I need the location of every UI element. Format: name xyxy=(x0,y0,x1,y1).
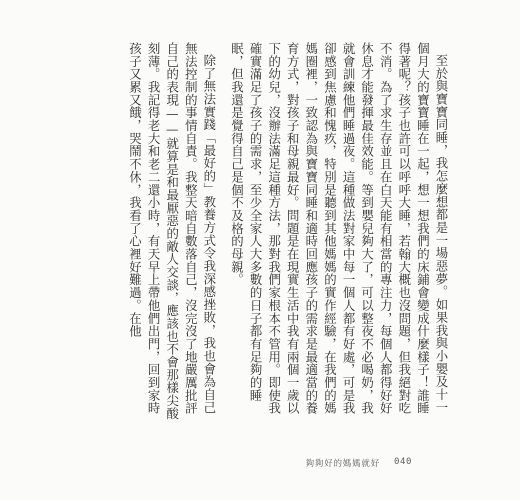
page-footer xyxy=(0,457,520,477)
paragraph-2: 除了無法實踐「最好的」教養方式令我深感挫敗，我也會為自己無法控制的事情自責。我整天暗自數落自己，沒完沒了地嚴厲批評自己的表現——就算是和最厭惡的敵人交談，應該也不會那樣尖酸刻薄。我記得老大和老二還小時，有天早上帶他們出門，回到家時孩子又累又餓，哭鬧不休，我看了心裡好難過。在他 xyxy=(127,42,217,420)
running-title: 夠夠好的媽媽就好 xyxy=(305,459,380,469)
paragraph-1: 至於與寶寶同睡，我怎麼想都是一場惡夢。如果我與小嬰及十一個月大的寶寶睡在一起，想一想我們的床鋪會變成什麼樣子！誰睡得著呢？孩子也許可以呼呼大睡，若翰大概也沒問題，但我絕對吃不消。為了求生存並且在白天能有相當的專注力，每個人都得好好休息才能發揮最佳效能。等到嬰兒夠大了，可以整夜不必喝奶，我就會訓練他們睡過夜。這種做法對家中每一個人都有好處，可是我卻感到焦慮和愧疚，特別是聽到其他媽媽的實作經驗，在我們的媽媽圈裡，一致認為與寶寶同睡和適時回應孩子的需求是最適當的養育方式，對孩子和母親最好。問題是在現實生活中我有兩個一歲以下的幼兒，沒辦法滿足這種方法，那對我們家根本不管用。即使我確實滿足了孩子的需求，至少全家人大多數的日子都有足夠的睡眠，但我還是覺得自己是個不及格的母親。 xyxy=(229,42,449,415)
page-number: 040 xyxy=(393,457,412,467)
body-text xyxy=(125,42,450,427)
